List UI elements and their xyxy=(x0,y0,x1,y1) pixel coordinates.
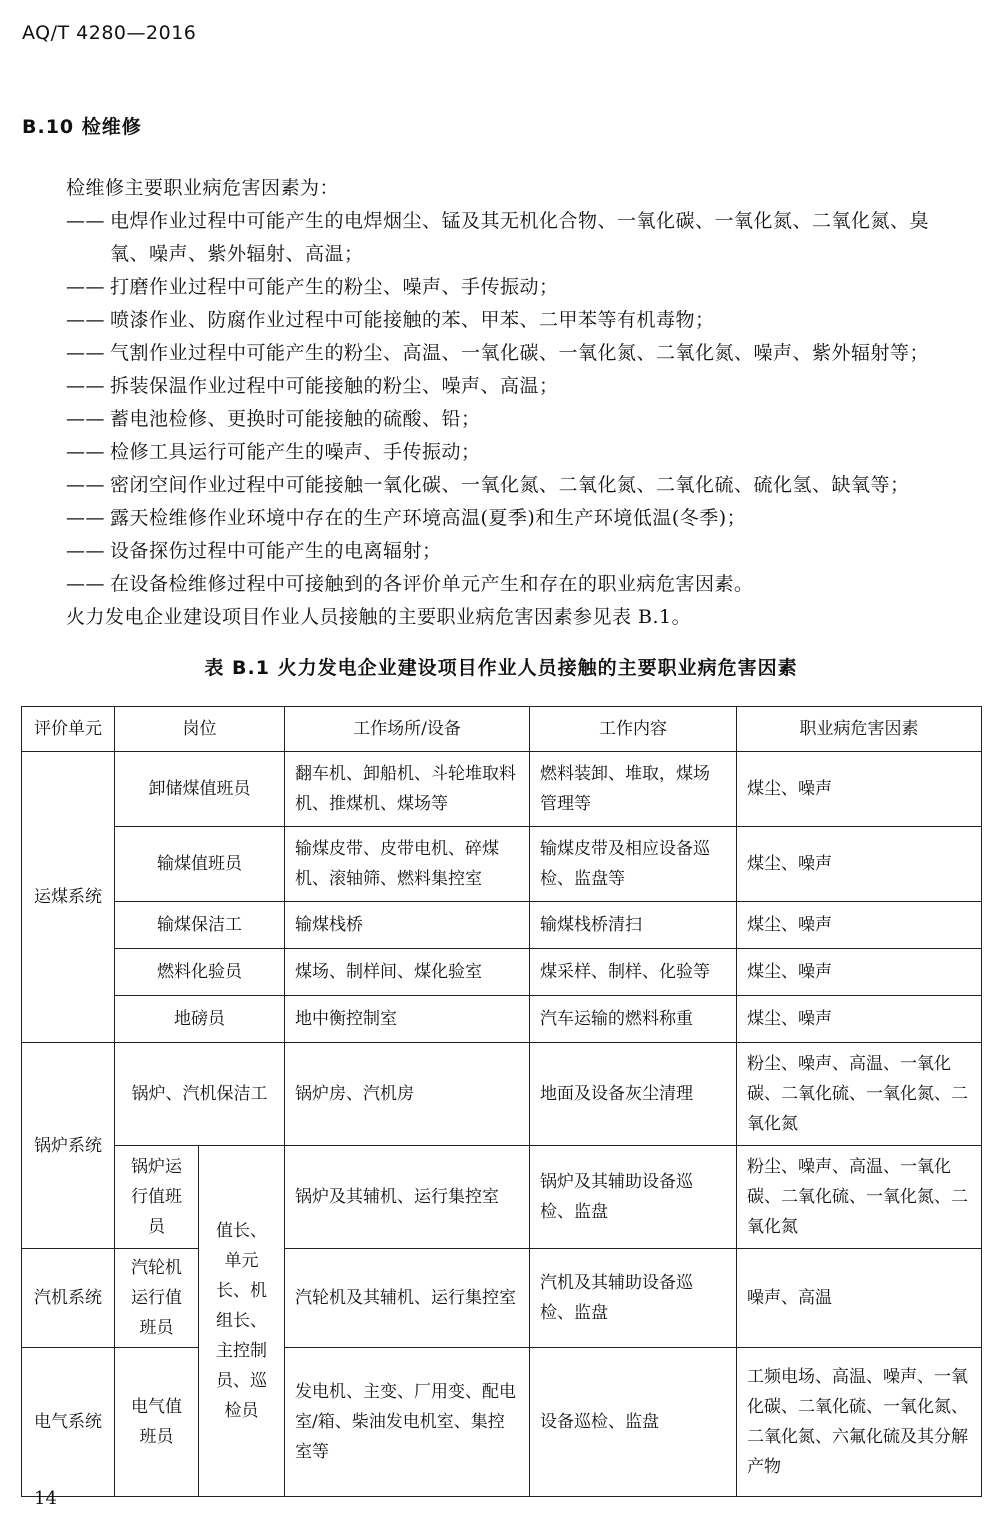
post-cell: 卸储煤值班员 xyxy=(115,752,285,827)
list-dash: —— xyxy=(66,441,105,463)
list-item xyxy=(66,370,986,403)
site-cell: 输煤栈桥 xyxy=(285,902,530,949)
list-item-text: 气割作业过程中可能产生的粉尘、高温、一氧化碳、一氧化氮、二氧化氮、噪声、紫外辐射等； xyxy=(110,342,930,364)
list-item-text: 露天检维修作业环境中存在的生产环境高温(夏季)和生产环境低温(冬季)； xyxy=(110,507,747,529)
list-item-text: 电焊作业过程中可能产生的电焊烟尘、锰及其无机化合物、一氧化碳、一氧化氮、二氧化氮、臭 xyxy=(110,210,930,232)
list-item-text: 拆装保温作业过程中可能接触的粉尘、噪声、高温； xyxy=(110,375,559,397)
work-cell: 地面及设备灰尘清理 xyxy=(530,1043,737,1146)
work-cell: 煤采样、制样、化验等 xyxy=(530,949,737,996)
work-cell: 燃料装卸、堆取，煤场管理等 xyxy=(530,752,737,827)
post-cell: 地磅员 xyxy=(115,996,285,1043)
list-dash: —— xyxy=(66,342,105,364)
work-cell: 输煤皮带及相应设备巡检、监盘等 xyxy=(530,827,737,902)
site-cell: 煤场、制样间、煤化验室 xyxy=(285,949,530,996)
list-item xyxy=(66,304,986,337)
table-header-row xyxy=(22,707,982,752)
table-row xyxy=(22,752,982,827)
list-item xyxy=(66,568,986,601)
list-item xyxy=(66,205,986,271)
site-cell: 输煤皮带、皮带电机、碎煤机、滚轴筛、燃料集控室 xyxy=(285,827,530,902)
list-item xyxy=(66,403,986,436)
section-heading: B.10 检维修 xyxy=(22,116,142,138)
work-cell: 汽车运输的燃料称重 xyxy=(530,996,737,1043)
list-item-text: 检修工具运行可能产生的噪声、手传振动； xyxy=(110,441,481,463)
table-row xyxy=(22,996,982,1043)
site-cell: 锅炉及其辅机、运行集控室 xyxy=(285,1146,530,1249)
hazard-table xyxy=(21,706,982,1497)
table-row xyxy=(22,949,982,996)
list-item xyxy=(66,436,986,469)
site-cell: 锅炉房、汽机房 xyxy=(285,1043,530,1146)
hazard-cell: 粉尘、噪声、高温、一氧化碳、二氧化硫、一氧化氮、二氧化氮 xyxy=(737,1043,982,1146)
table-row xyxy=(22,827,982,902)
table-row xyxy=(22,1348,982,1497)
evaluation-unit-cell: 运煤系统 xyxy=(22,752,115,1043)
standard-code: AQ/T 4280—2016 xyxy=(22,22,197,44)
list-dash: —— xyxy=(66,375,105,397)
evaluation-unit-cell: 锅炉系统 xyxy=(22,1043,115,1249)
list-item-text: 喷漆作业、防腐作业过程中可能接触的苯、甲苯、二甲苯等有机毒物； xyxy=(110,309,715,331)
list-dash: —— xyxy=(66,309,105,331)
site-cell: 翻车机、卸船机、斗轮堆取料机、推煤机、煤场等 xyxy=(285,752,530,827)
list-item xyxy=(66,271,986,304)
hazard-cell: 粉尘、噪声、高温、一氧化碳、二氧化硫、一氧化氮、二氧化氮 xyxy=(737,1146,982,1249)
list-dash: —— xyxy=(66,507,105,529)
shared-post-cell: 值长、单元长、机组长、主控制员、巡检员 xyxy=(199,1146,285,1497)
list-item-text: 密闭空间作业过程中可能接触一氧化碳、一氧化氮、二氧化氮、二氧化硫、硫化氢、缺氧等； xyxy=(110,474,910,496)
post-cell: 输煤值班员 xyxy=(115,827,285,902)
hazard-cell: 煤尘、噪声 xyxy=(737,902,982,949)
post-cell: 汽轮机运行值班员 xyxy=(115,1249,199,1348)
list-item-text: 在设备检维修过程中可接触到的各评价单元产生和存在的职业病危害因素。 xyxy=(110,573,754,595)
hazard-cell: 噪声、高温 xyxy=(737,1249,982,1348)
column-header: 工作内容 xyxy=(530,707,737,752)
hazard-cell: 煤尘、噪声 xyxy=(737,752,982,827)
hazard-cell: 煤尘、噪声 xyxy=(737,996,982,1043)
site-cell: 发电机、主变、厂用变、配电室/箱、柴油发电机室、集控室等 xyxy=(285,1348,530,1497)
table-row xyxy=(22,1043,982,1146)
work-cell: 锅炉及其辅助设备巡检、监盘 xyxy=(530,1146,737,1249)
table-row xyxy=(22,902,982,949)
column-header: 工作场所/设备 xyxy=(285,707,530,752)
post-cell: 燃料化验员 xyxy=(115,949,285,996)
list-item xyxy=(66,469,986,502)
list-item xyxy=(66,337,986,370)
list-dash: —— xyxy=(66,408,105,430)
list-item-text: 打磨作业过程中可能产生的粉尘、噪声、手传振动； xyxy=(110,276,559,298)
list-dash: —— xyxy=(66,210,105,232)
hazard-cell: 煤尘、噪声 xyxy=(737,949,982,996)
site-cell: 汽轮机及其辅机、运行集控室 xyxy=(285,1249,530,1348)
post-cell: 锅炉、汽机保洁工 xyxy=(115,1043,285,1146)
list-dash: —— xyxy=(66,540,105,562)
post-cell: 输煤保洁工 xyxy=(115,902,285,949)
table-row xyxy=(22,1249,982,1348)
work-cell: 汽机及其辅助设备巡检、监盘 xyxy=(530,1249,737,1348)
list-item-text: 设备探伤过程中可能产生的电离辐射； xyxy=(110,540,442,562)
closing-paragraph: 火力发电企业建设项目作业人员接触的主要职业病危害因素参见表 B.1。 xyxy=(66,606,692,628)
list-dash: —— xyxy=(66,573,105,595)
list-dash: —— xyxy=(66,276,105,298)
evaluation-unit-cell: 汽机系统 xyxy=(22,1249,115,1348)
hazard-cell: 煤尘、噪声 xyxy=(737,827,982,902)
intro-paragraph: 检维修主要职业病危害因素为： xyxy=(66,177,340,199)
table-row xyxy=(22,1146,982,1249)
list-item xyxy=(66,535,986,568)
post-cell: 电气值班员 xyxy=(115,1348,199,1497)
work-cell: 设备巡检、监盘 xyxy=(530,1348,737,1497)
hazard-cell: 工频电场、高温、噪声、一氧化碳、二氧化硫、一氧化氮、二氧化氮、六氟化硫及其分解产物 xyxy=(737,1348,982,1497)
column-header: 评价单元 xyxy=(22,707,115,752)
list-dash: —— xyxy=(66,474,105,496)
list-item xyxy=(66,502,986,535)
work-cell: 输煤栈桥清扫 xyxy=(530,902,737,949)
column-header: 岗位 xyxy=(115,707,285,752)
site-cell: 地中衡控制室 xyxy=(285,996,530,1043)
list-item-continuation: 氧、噪声、紫外辐射、高温； xyxy=(110,243,364,265)
column-header: 职业病危害因素 xyxy=(737,707,982,752)
post-cell: 锅炉运行值班员 xyxy=(115,1146,199,1249)
evaluation-unit-cell: 电气系统 xyxy=(22,1348,115,1497)
page-number: 14 xyxy=(34,1488,57,1509)
list-item-text: 蓄电池检修、更换时可能接触的硫酸、铅； xyxy=(110,408,481,430)
table-title: 表 B.1 火力发电企业建设项目作业人员接触的主要职业病危害因素 xyxy=(204,657,798,679)
